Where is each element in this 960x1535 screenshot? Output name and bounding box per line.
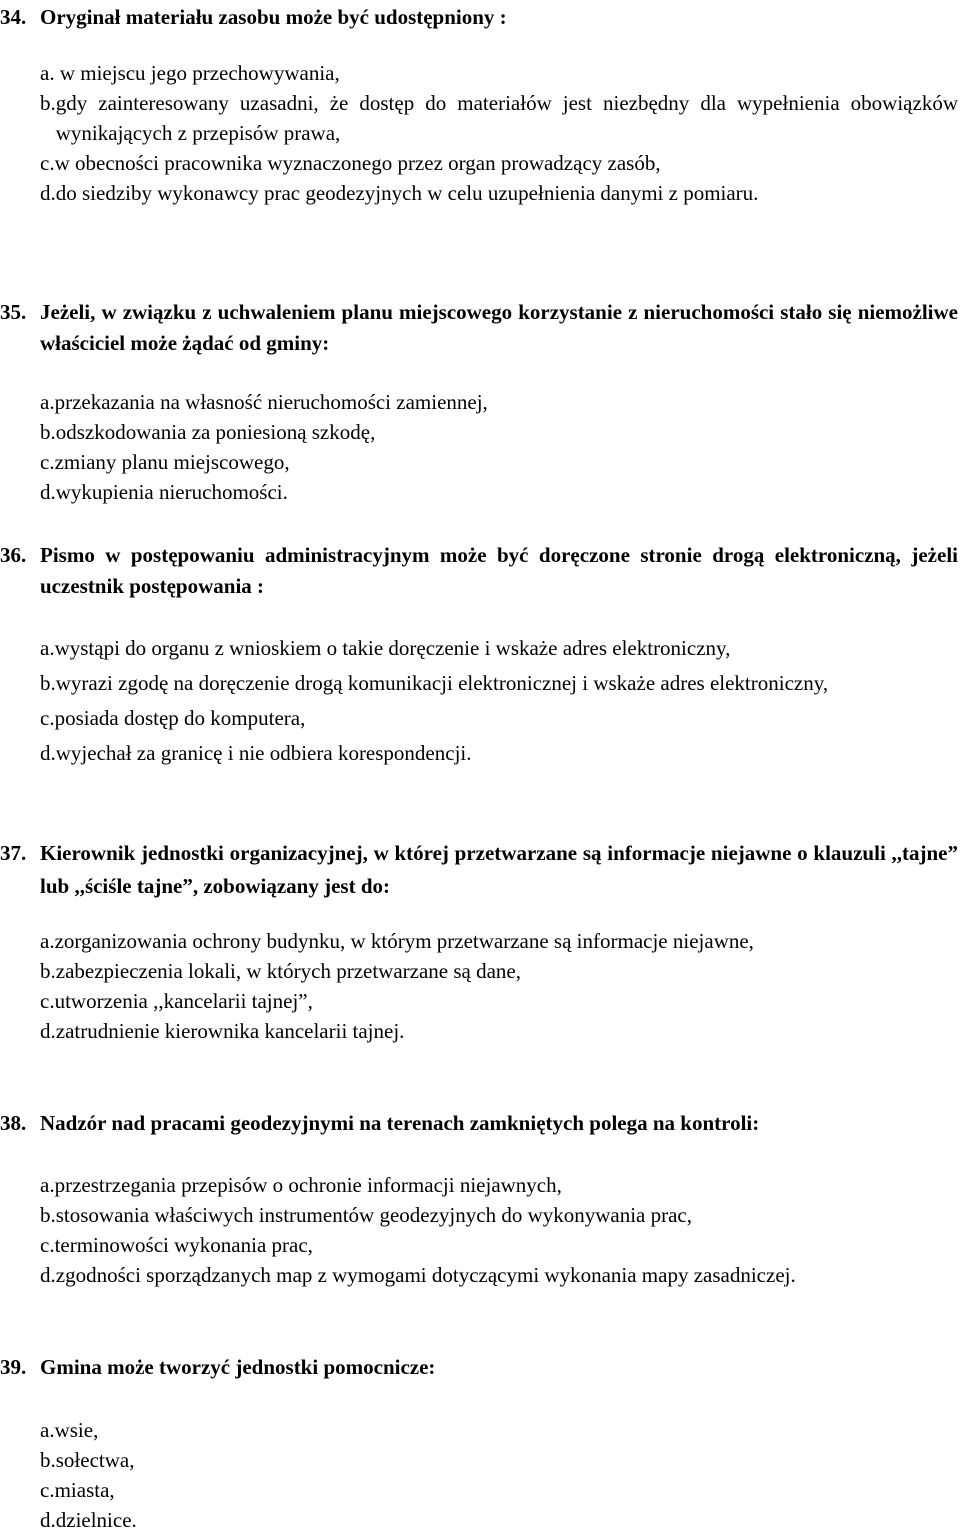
question-heading xyxy=(0,2,960,33)
option-text: zgodności sporządzanych map z wymogami dotyczącymi wykonania mapy zasadniczej. xyxy=(55,1263,796,1287)
options-list xyxy=(0,58,960,208)
option-text: gdy zainteresowany uzasadni, że dostęp do materiałów jest niezbędny dla wypełnienia obowiązków wynikających z przepisów prawa, xyxy=(55,91,958,145)
option-letter: a. xyxy=(40,390,55,414)
question-heading xyxy=(0,540,960,602)
option-d xyxy=(0,1260,960,1290)
option-letter: b. xyxy=(40,1448,56,1472)
option-text: zmiany planu miejscowego, xyxy=(54,450,290,474)
question-text: Gmina może tworzyć jednostki pomocnicze: xyxy=(40,1355,436,1379)
option-letter: d. xyxy=(40,1019,56,1043)
option-text: przekazania na własność nieruchomości zamiennej, xyxy=(54,390,488,414)
option-text: zorganizowania ochrony budynku, w którym przetwarzane są informacje niejawne, xyxy=(54,929,754,953)
option-c xyxy=(0,1475,960,1505)
option-letter: c. xyxy=(40,706,55,730)
question-number: 37. xyxy=(0,841,27,865)
option-text: sołectwa, xyxy=(55,1448,135,1472)
option-letter: b. xyxy=(40,1203,56,1227)
option-letter: b. xyxy=(40,91,56,115)
option-a xyxy=(0,58,960,88)
option-text: wsie, xyxy=(54,1418,99,1442)
option-text: zabezpieczenia lokali, w których przetwarzane są dane, xyxy=(55,959,521,983)
options-list xyxy=(0,1170,960,1290)
option-c xyxy=(0,701,960,736)
option-text: wystąpi do organu z wnioskiem o takie doręczenie i wskaże adres elektroniczny, xyxy=(54,636,731,660)
option-letter: d. xyxy=(40,480,56,504)
option-letter: c. xyxy=(40,1478,55,1502)
option-text: wyjechał za granicę i nie odbiera korespondencji. xyxy=(55,741,472,765)
option-a xyxy=(0,926,960,956)
option-b xyxy=(0,1445,960,1475)
option-a xyxy=(0,631,960,666)
question-38 xyxy=(0,1108,960,1290)
option-text: w obecności pracownika wyznaczonego przez organ prowadzący zasób, xyxy=(54,151,661,175)
option-letter: c. xyxy=(40,151,55,175)
option-letter: a. xyxy=(40,61,55,85)
options-list xyxy=(0,387,960,507)
question-number: 39. xyxy=(0,1355,27,1379)
option-d xyxy=(0,1016,960,1046)
option-text: posiada dostęp do komputera, xyxy=(54,706,306,730)
option-c xyxy=(0,1230,960,1260)
option-text: do siedziby wykonawcy prac geodezyjnych w celu uzupełnienia danymi z pomiaru. xyxy=(55,181,759,205)
option-a xyxy=(0,1415,960,1445)
option-a xyxy=(0,387,960,417)
option-b xyxy=(0,956,960,986)
options-list xyxy=(0,1415,960,1535)
option-text: utworzenia ,,kancelarii tajnej”, xyxy=(54,989,313,1013)
option-c xyxy=(0,986,960,1016)
option-d xyxy=(0,736,960,771)
option-b xyxy=(0,417,960,447)
option-b xyxy=(0,88,960,148)
option-text: zatrudnienie kierownika kancelarii tajnej. xyxy=(55,1019,405,1043)
option-text: w miejscu jego przechowywania, xyxy=(54,61,340,85)
question-number: 36. xyxy=(0,543,27,567)
question-text: Kierownik jednostki organizacyjnej, w której przetwarzane są informacje niejawne o klauzuli ,,tajne” lub ,,ściśle tajne”, zobowiązany jest do: xyxy=(40,841,958,898)
option-text: wykupienia nieruchomości. xyxy=(55,480,288,504)
question-text: Oryginał materiału zasobu może być udostępniony : xyxy=(40,5,507,29)
option-letter: a. xyxy=(40,636,55,660)
option-letter: c. xyxy=(40,450,55,474)
question-35 xyxy=(0,297,960,507)
question-36 xyxy=(0,540,960,771)
question-heading xyxy=(0,1352,960,1383)
option-letter: d. xyxy=(40,741,56,765)
question-39 xyxy=(0,1352,960,1535)
question-heading xyxy=(0,837,960,903)
option-letter: c. xyxy=(40,989,55,1013)
option-b xyxy=(0,1200,960,1230)
option-text: przestrzegania przepisów o ochronie informacji niejawnych, xyxy=(54,1173,562,1197)
question-text: Nadzór nad pracami geodezyjnymi na terenach zamkniętych polega na kontroli: xyxy=(40,1111,760,1135)
question-number: 34. xyxy=(0,5,27,29)
option-d xyxy=(0,477,960,507)
option-c xyxy=(0,447,960,477)
option-letter: b. xyxy=(40,959,56,983)
option-d xyxy=(0,178,960,208)
option-letter: a. xyxy=(40,929,55,953)
option-letter: b. xyxy=(40,420,56,444)
question-heading xyxy=(0,297,960,359)
options-list xyxy=(0,631,960,771)
option-text: dzielnice. xyxy=(55,1508,137,1532)
question-text: Pismo w postępowaniu administracyjnym może być doręczone stronie drogą elektroniczną, jeżeli uczestnik postępowania : xyxy=(40,543,958,598)
option-c xyxy=(0,148,960,178)
option-text: odszkodowania za poniesioną szkodę, xyxy=(55,420,376,444)
options-list xyxy=(0,926,960,1046)
option-text: terminowości wykonania prac, xyxy=(54,1233,313,1257)
question-37 xyxy=(0,837,960,1046)
question-text: Jeżeli, w związku z uchwaleniem planu miejscowego korzystanie z nieruchomości stało się niemożliwe właściciel może żądać od gminy: xyxy=(40,300,958,355)
option-text: miasta, xyxy=(54,1478,115,1502)
option-letter: c. xyxy=(40,1233,55,1257)
question-34 xyxy=(0,2,960,208)
option-a xyxy=(0,1170,960,1200)
option-letter: a. xyxy=(40,1418,55,1442)
question-number: 38. xyxy=(0,1111,27,1135)
option-letter: d. xyxy=(40,181,56,205)
option-letter: d. xyxy=(40,1263,56,1287)
question-heading xyxy=(0,1108,960,1139)
option-text: stosowania właściwych instrumentów geodezyjnych do wykonywania prac, xyxy=(55,1203,693,1227)
option-b xyxy=(0,666,960,701)
option-letter: d. xyxy=(40,1508,56,1532)
option-letter: b. xyxy=(40,671,56,695)
option-text: wyrazi zgodę na doręczenie drogą komunikacji elektronicznej i wskaże adres elektroniczny, xyxy=(55,671,829,695)
question-number: 35. xyxy=(0,300,27,324)
option-letter: a. xyxy=(40,1173,55,1197)
